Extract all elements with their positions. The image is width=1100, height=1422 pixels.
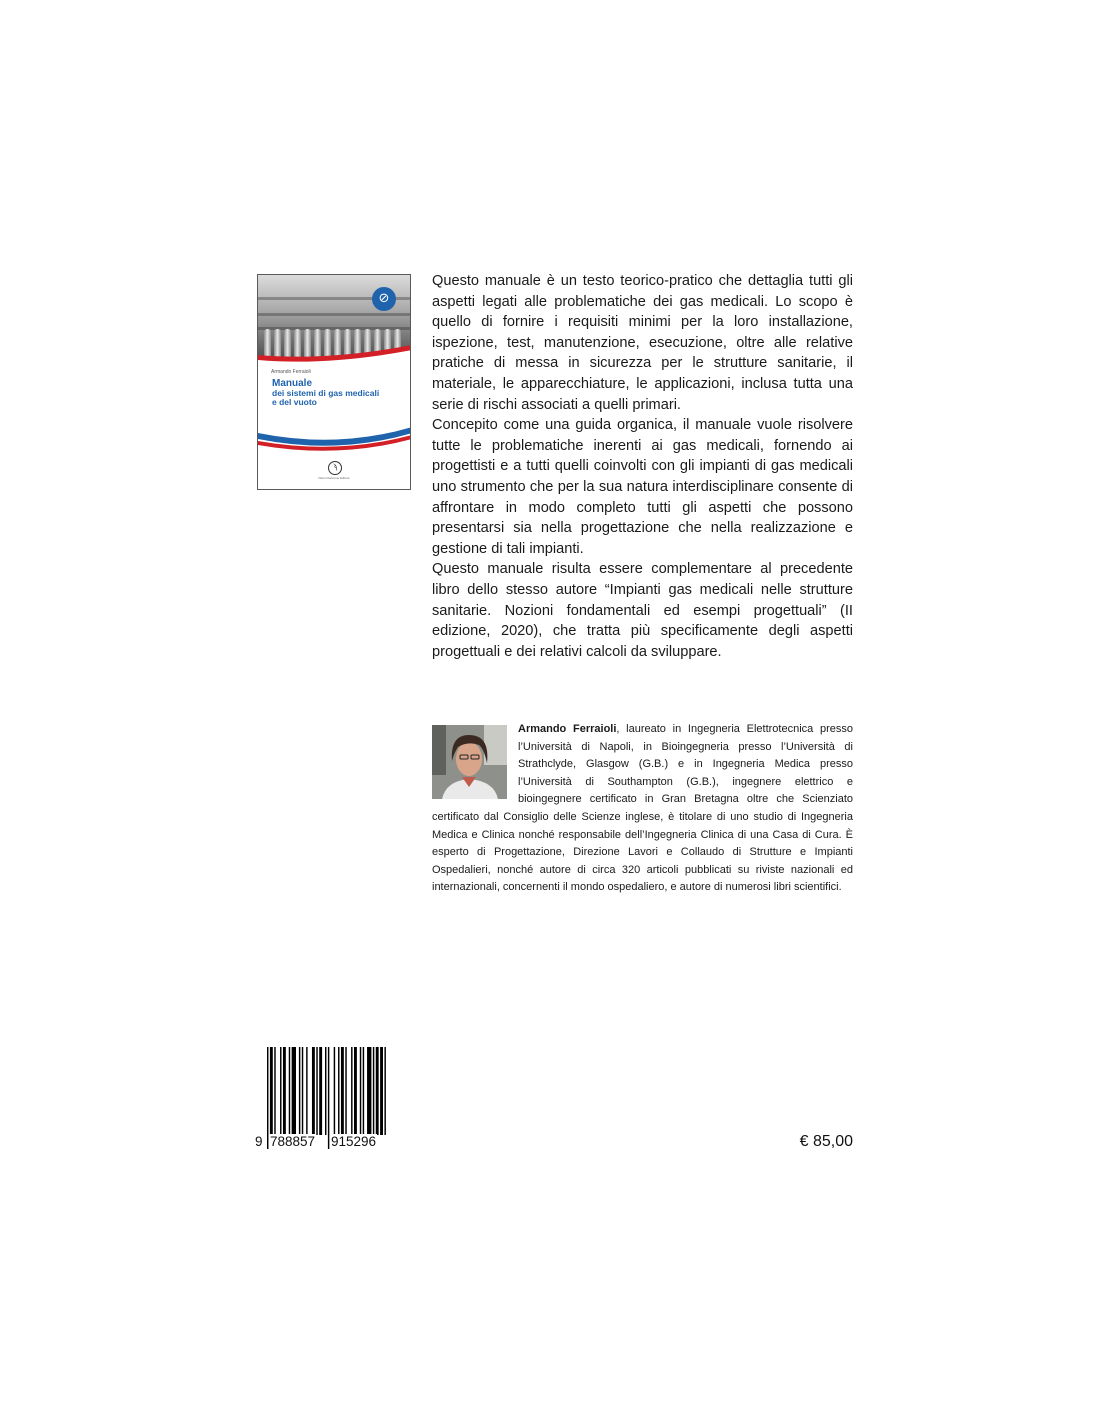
barcode-bar	[354, 1047, 357, 1135]
barcode-bar	[274, 1047, 275, 1135]
description-paragraph-3: Questo manuale risulta essere complementare al precedente libro dello stesso autore “Impianti gas medicali nelle strutture sanitarie. Nozioni fondamentali ed esempi progettuali” (II edizione, 2020), che tratta più specificamente degli aspetti progettuali e dei relativi calcoli da sviluppare.	[432, 561, 853, 660]
barcode-bar	[380, 1047, 383, 1135]
author-description: , laureato in Ingegneria Elettrotecnica presso l’Università di Napoli, in Bioingegneria presso l’Università di Strathclyde, Glasgow (G.B.) e in Ingegneria Medica presso l’Università di Southampton (G.B.), ingegnere elettrico e bioingegnere certificato in Gran Bretagna oltre che Scienziato certificato dal Consiglio delle Scienze inglese, è titolare di uno studio di Ingegneria Medica e Clinica nonché responsabile dell’Ingegneria Clinica di una Casa di Cura. È esperto di Progettazione, Direzione Lavori e Collaudo di Strutture e Impianti Ospedalieri, nonché autore di circa 320 articoli pubblicati su riviste nazionali ed internazionali, concernenti il mondo ospedaliero, e autore di numerosi libri scientifici.	[432, 723, 853, 894]
author-bio	[432, 721, 853, 897]
publisher-logo-icon: ϡ	[328, 461, 342, 475]
barcode-bar	[312, 1047, 315, 1135]
barcode-bar	[292, 1047, 296, 1135]
barcode-bar	[351, 1047, 352, 1135]
book-description	[432, 271, 853, 662]
barcode-bar	[384, 1047, 385, 1135]
isbn-group-left: 788857	[270, 1134, 316, 1149]
book-cover-thumbnail	[257, 274, 411, 490]
cover-title-line3: e del vuoto	[272, 397, 317, 407]
barcode-bar	[306, 1047, 307, 1135]
barcode-bar	[325, 1047, 326, 1135]
barcode-bar	[289, 1047, 290, 1135]
barcode-bar	[338, 1047, 339, 1135]
description-paragraph-1: Questo manuale è un testo teorico-pratico che dettaglia tutti gli aspetti legati alle problematiche dei gas medicali. Lo scopo è quello di fornire i requisiti minimi per la loro installazione, ispezione, test, manutenzione, esecuzione, oltre alle relative pratiche di messa in sicurezza per le strutture sanitarie, il materiale, le apparecchiature, le applicazioni, inclusa tutta una serie di rischi associati a quelli primari.	[432, 273, 853, 413]
barcode-bar	[283, 1047, 286, 1135]
barcode-bar	[319, 1047, 322, 1135]
author-name: Armando Ferraioli	[518, 723, 617, 735]
barcode-bar	[302, 1047, 303, 1135]
cover-title-line2: dei sistemi di gas medicali	[272, 388, 380, 398]
isbn-group-right: 915296	[331, 1134, 377, 1149]
isbn-digit-first: 9	[255, 1134, 263, 1149]
barcode-bar	[363, 1047, 364, 1135]
barcode-bar	[341, 1047, 344, 1135]
cover-blue-swoosh	[258, 425, 411, 457]
barcode-bar	[299, 1047, 300, 1135]
cover-title	[272, 379, 407, 407]
barcode-bar	[316, 1047, 317, 1135]
barcode-bar	[367, 1047, 371, 1135]
barcode-bar	[280, 1047, 281, 1135]
cover-publisher: Dario Flaccovio Editore	[318, 476, 350, 480]
price: € 85,00	[799, 1133, 853, 1150]
description-paragraph-2: Concepito come una guida organica, il manuale vuole risolvere tutte le problematiche inerenti ai gas medicali, fornendo ai progettisti e a tutti quelli coinvolti con gli impianti di gas medicali uno strumento che per la sua natura interdisciplinare consente di affrontare in modo completo tutti gli aspetti che possono presentarsi sia nella progettazione che nella realizzazione e gestione di tali impianti.	[432, 417, 853, 557]
cover-author: Armando Ferraioli	[271, 369, 311, 375]
barcode-bar	[360, 1047, 361, 1135]
barcode-bar	[373, 1047, 374, 1135]
cover-red-swoosh	[258, 339, 411, 369]
isbn-digits	[257, 1134, 391, 1150]
cover-title-line1: Manuale	[272, 378, 313, 389]
barcode-bar	[376, 1047, 379, 1135]
barcode-bar	[345, 1047, 346, 1135]
collection-badge-icon: ⊘	[372, 287, 396, 311]
